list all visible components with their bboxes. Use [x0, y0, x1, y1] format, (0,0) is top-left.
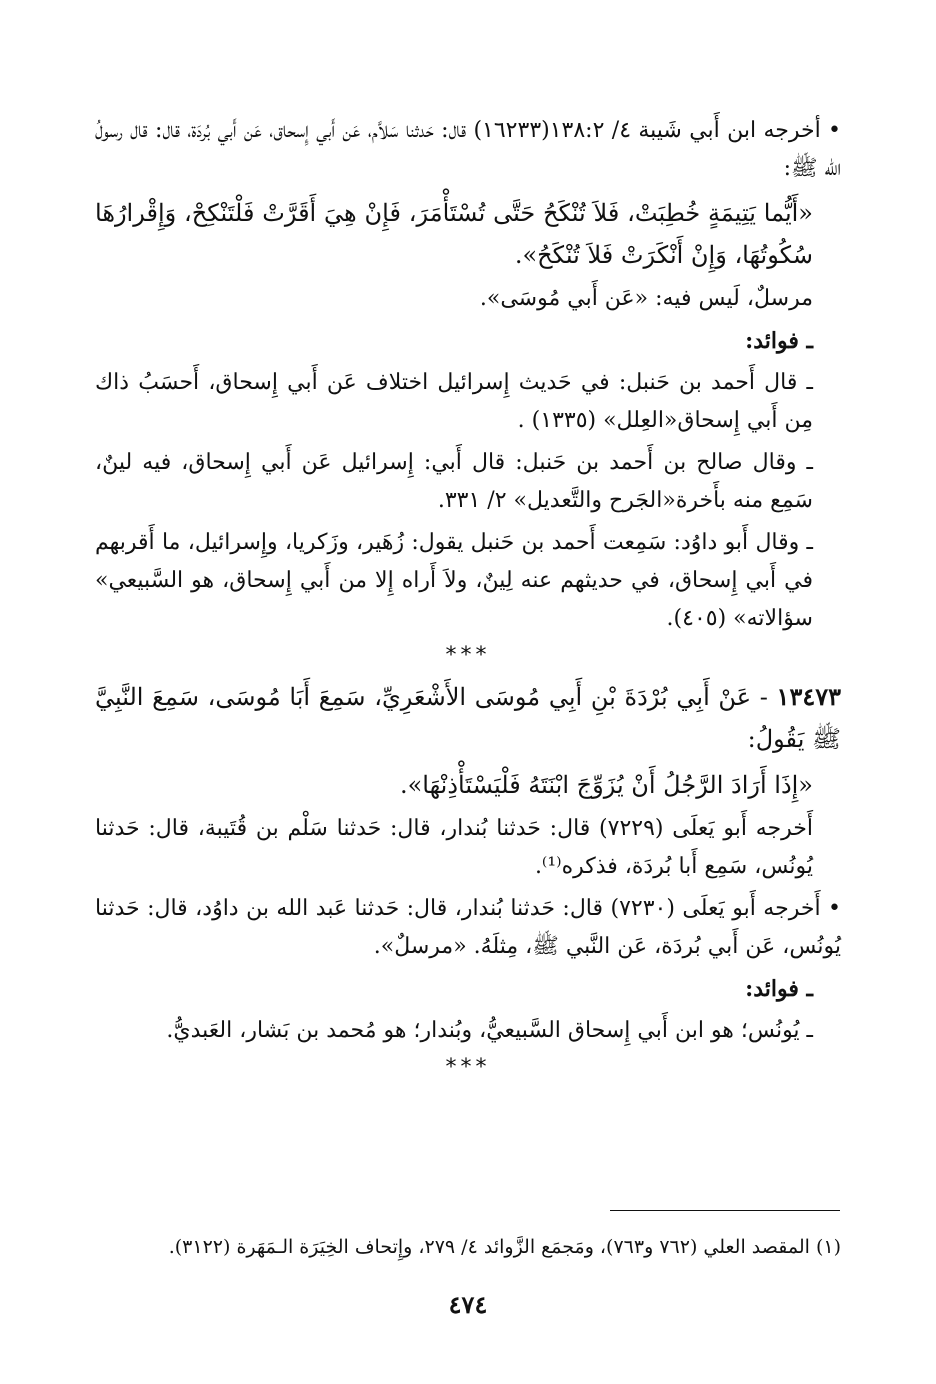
section-heading-fawaid: ـ فوائد: [745, 328, 813, 354]
footnote-divider [610, 1210, 840, 1211]
footnote: (١) المقصد العلي (٧٦٢ و٧٦٣)، ومَجمَع الزَّوائد ٤/ ٢٧٩، وإِتحاف الخِيَرَة الـمَهَرة (٣١٢٢). [168, 1236, 841, 1258]
paragraph-abu-dawud: ـ وقال أَبو داوُد: سَمِعت أَحمد بن حَنبل يقول: زُهَير، وزَكريا، وإِسرائيل، ما أَقربهم في أَبي إِسحاق، في حديثهم عنه لِينٌ، ولاَ أَراه إِلا من أَبي إِسحاق، هو السَّبيعي» سؤالاته» (٤٠٥). [95, 530, 813, 631]
section-separator: *** [445, 643, 491, 668]
section-separator-2: *** [445, 1055, 491, 1080]
paragraph-mursal: مرسلٌ، لَيس فيه: «عَن أَبي مُوسَى». [479, 286, 813, 311]
paragraph-ahmad: ـ قال أَحمد بن حَنبل: في حَديث إِسرائيل اختلاف عَن أَبي إِسحاق، أَحسَبُ ذاك مِن أَبي إِسحاق«العِلل» (١٣٣٥) . [95, 370, 813, 433]
section-heading-fawaid-2: ـ فوائد: [745, 976, 813, 1002]
paragraph-salih: ـ وقال صالح بن أَحمد بن حَنبل: قال أَبي: إِسرائيل عَن أَبي إِسحاق، فيه لينٌ، سَمِع منه بأَخرة«الجَرح والتَّعديل» ٢/ ٣٣١. [95, 450, 813, 513]
hadith-entry [95, 676, 841, 760]
paragraph-abu-yala-2: • أَخرجه أَبو يَعلَى (٧٢٣٠) قال: حَدثنا بُندار، قال: حَدثنا عَبد الله بن داوُد، قال: حَدثنا يُونُس، عَن أَبي بُردَة، عَن النَّبي ﷺ، مِثلَهُ. «مرسلٌ». [95, 896, 841, 959]
paragraph-yunus: ـ يُونُس؛ هو ابن أَبي إِسحاق السَّبيعيُّ، وبُندار؛ هو مُحمد بن بَشار، العَبديُّ. [166, 1018, 813, 1043]
paragraph-abu-yala-1: أَخرجه أَبو يَعلَى (٧٢٢٩) قال: حَدثنا بُندار، قال: حَدثنا سَلْم بن قُتَيبة، قال: حَدثنا يُونُس، سَمِع أَبا بُردَة، فذكره⁽¹⁾. [95, 816, 814, 879]
hadith-quote-2: «إِذَا أَرَادَ الرَّجُلُ أَنْ يُزَوِّجَ ابْنَتَهُ فَلْيَسْتَأْذِنْهَا». [399, 771, 813, 799]
hadith-number: ١٣٤٧٣ [776, 682, 841, 711]
page-number: ٤٧٤ [448, 1290, 488, 1319]
page-body [95, 112, 841, 1088]
hadith-quote-1: «أَيُّما يَتِيمَةٍ خُطِبَتْ، فَلاَ تُنْكَحُ حَتَّى تُسْتَأْمَرَ، فَإِنْ هِيَ أَقَرَّتْ فَلْتَنْكِحْ، وَإِقْرارُهَا سُكُوتُهَا، وَإِنْ أَنْكَرَتْ فَلاَ تُنْكَحُ». [95, 199, 813, 269]
paragraph-1: • أخرجه ابن أَبي شَيبة ٤/ ١٣٨:٢(١٦٢٣٣) قال: حَدثنا سَلاَّم، عَن أَبي إِسحاق، عَن أَبي بُردَة، قال: قال رسولُ الله ﷺ: [95, 118, 842, 181]
hadith-text: - عَنْ أَبِي بُرْدَةَ بْنِ أَبِي مُوسَى الأَشْعَرِيِّ، سَمِعَ أَبَا مُوسَى، سَمِعَ النَّبِيَّ ﷺ يَقُولُ: [95, 683, 841, 753]
